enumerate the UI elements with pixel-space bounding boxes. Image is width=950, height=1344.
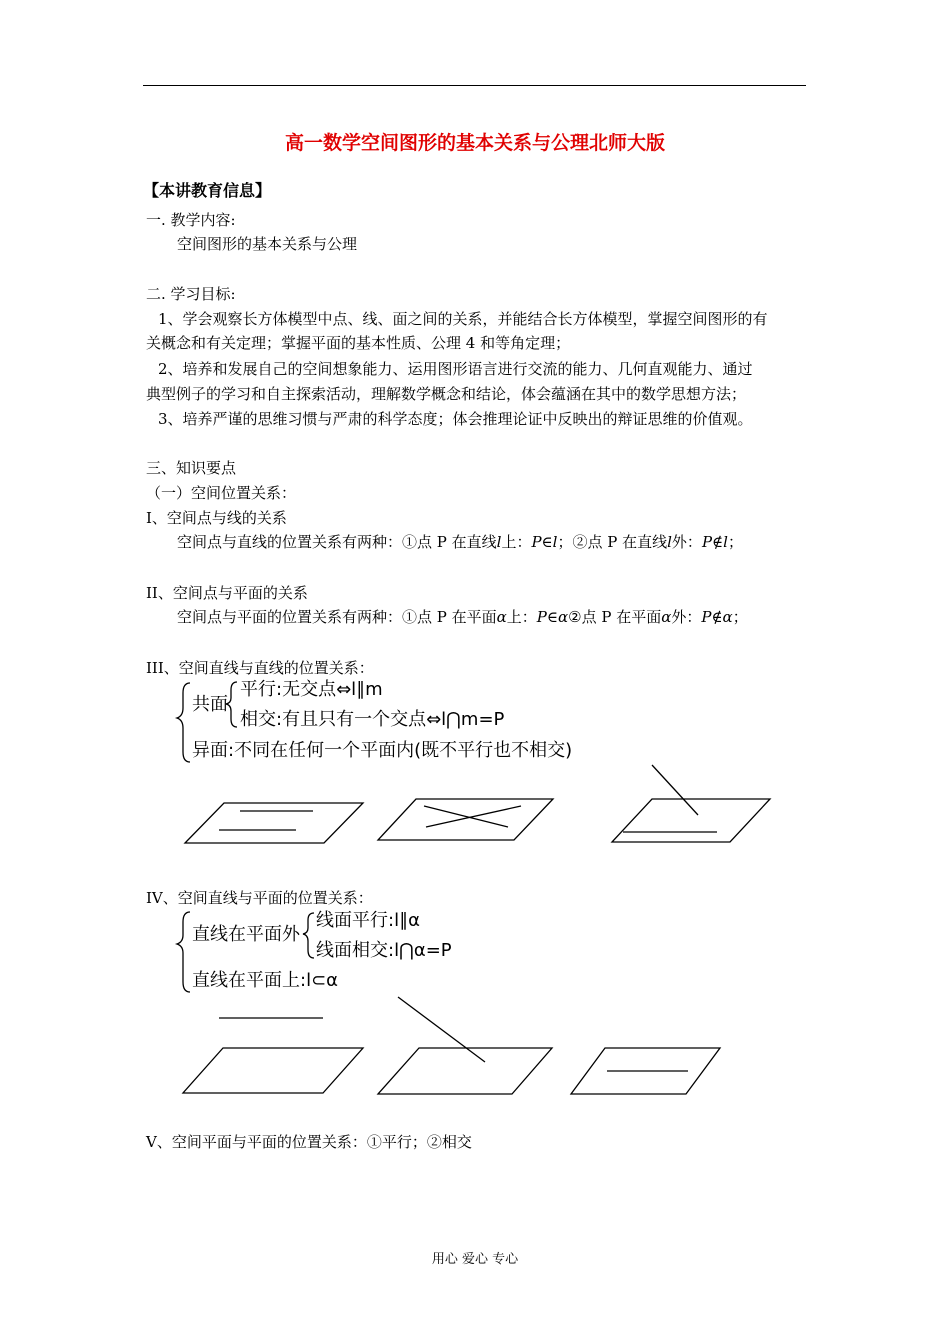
skew-label: 异面:不同在任何一个平面内(既不平行也不相交)	[192, 740, 573, 761]
s3-iv-heading: IV、空间直线与平面的位置关系：	[146, 889, 373, 907]
intersect-label: 相交:有且只有一个交点⇔l⋂m=P	[240, 709, 505, 730]
plane-parallelogram	[378, 1048, 552, 1094]
s2-line: 3、培养严谨的思维习惯与严肃的科学态度；体会推理论证中反映出的辩证思维的价值观。	[158, 410, 753, 428]
s1-content: 空间图形的基本关系与公理	[177, 235, 358, 253]
page-footer: 用心 爱心 专心	[431, 1252, 519, 1267]
s3-i-heading: I、空间点与线的关系	[146, 509, 287, 527]
parallel-label: 平行:无交点⇔l∥m	[240, 679, 383, 700]
s2-line: 典型例子的学习和自主探索活动，理解数学概念和结论，体会蕴涵在其中的数学思想方法；	[146, 385, 747, 403]
s3-heading: 三、知识要点	[146, 459, 237, 477]
s3-ii-content: 空间点与平面的位置关系有两种：①点 P 在平面α上：P∈α②点 P 在平面α外：P∉α；	[177, 608, 748, 626]
plane-parallelogram	[185, 803, 363, 843]
outside-label: 直线在平面外	[192, 924, 300, 945]
s2-line: 2、培养和发展自己的空间想象能力、运用图形语言进行交流的能力、几何直观能力、通过	[158, 360, 753, 378]
line	[426, 806, 521, 827]
brace-outer	[177, 912, 190, 992]
line-plane-intersect-label: 线面相交:l⋂α=P	[316, 940, 452, 961]
s1-heading: 一. 教学内容:	[146, 211, 236, 229]
s2-heading: 二. 学习目标:	[146, 285, 236, 303]
s3-v-heading: V、空间平面与平面的位置关系：①平行；②相交	[146, 1133, 472, 1151]
line	[398, 997, 485, 1062]
inside-label: 直线在平面上:l⊂α	[192, 970, 339, 991]
line-plane-parallel-label: 线面平行:l∥α	[316, 910, 420, 931]
coplanar-label: 共面	[192, 694, 228, 715]
brace-inner	[303, 913, 314, 958]
brace-outer	[177, 683, 190, 762]
s2-line: 关概念和有关定理；掌握平面的基本性质、公理 4 和等角定理；	[146, 334, 571, 352]
line	[424, 806, 508, 827]
s2-line: 1、学会观察长方体模型中点、线、面之间的关系，并能结合长方体模型，掌握空间图形的有	[158, 310, 768, 328]
plane-parallelogram	[378, 799, 553, 840]
section-header: 【本讲教育信息】	[143, 181, 272, 200]
s3-iii-heading: III、空间直线与直线的位置关系：	[146, 659, 374, 677]
plane-parallelogram	[183, 1048, 363, 1093]
s3-sub: （一）空间位置关系：	[146, 484, 297, 502]
s3-i-content: 空间点与直线的位置关系有两种：①点 P 在直线l上：P∈l；②点 P 在直线l外：P∉l；	[177, 533, 743, 551]
plane-parallelogram	[612, 799, 770, 842]
brace-inner	[226, 682, 237, 727]
s3-ii-heading: II、空间点与平面的关系	[146, 584, 308, 602]
line	[652, 765, 698, 815]
page-title: 高一数学空间图形的基本关系与公理北师大版	[284, 132, 665, 154]
